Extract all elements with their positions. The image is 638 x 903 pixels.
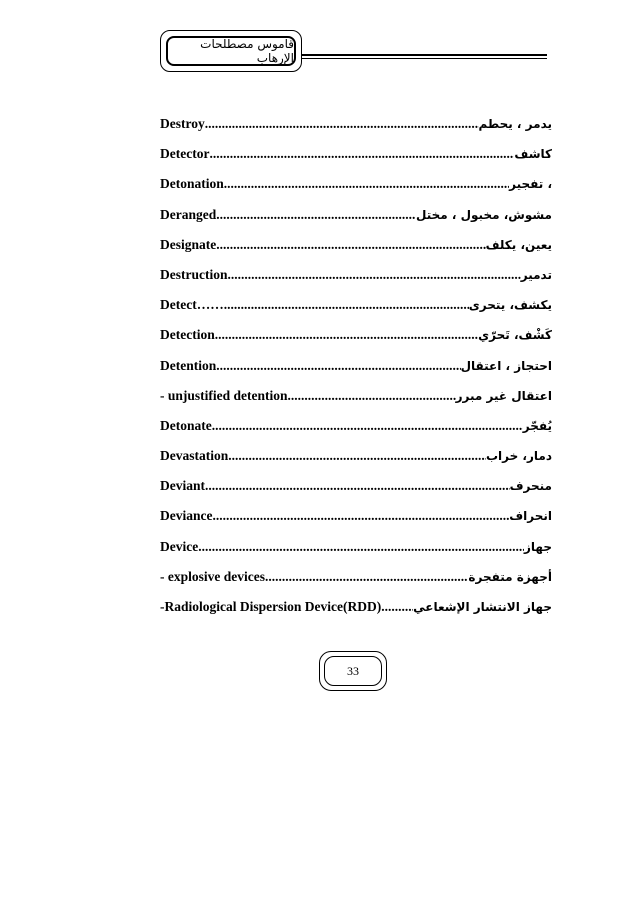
glossary-entry <box>160 327 552 357</box>
english-term: Destruction <box>160 266 228 282</box>
glossary-entry <box>160 267 552 297</box>
english-term: Device <box>160 538 199 554</box>
arabic-term: يُفجّر <box>522 418 552 433</box>
leader-dots <box>205 478 510 494</box>
english-term: -Radiological Dispersion Device(RDD) <box>160 599 382 614</box>
glossary-entry <box>160 539 552 569</box>
arabic-term: أجهزة متفجرة <box>468 569 552 584</box>
english-term: Detect…… <box>160 297 224 313</box>
arabic-term: انحراف <box>509 509 552 524</box>
leader-dots <box>215 327 478 343</box>
arabic-term: كَشْف، تَحرّي <box>478 328 552 343</box>
header-rule-thick <box>302 54 547 56</box>
leader-dots <box>216 358 460 374</box>
arabic-term: تدمير <box>520 267 552 282</box>
header-rule-thin <box>302 58 547 59</box>
glossary-entry <box>160 116 552 146</box>
english-term: Devastation <box>160 448 229 464</box>
glossary-entry <box>160 418 552 448</box>
glossary-entry <box>160 388 552 418</box>
glossary-entry <box>160 448 552 478</box>
leader-dots <box>381 599 413 615</box>
header-title: قاموس مصطلحات الإرهاب <box>166 36 296 66</box>
glossary-entry <box>160 358 552 388</box>
english-term: Deviance <box>160 508 213 524</box>
leader-dots <box>216 207 416 223</box>
arabic-term: احتجاز ، اعتقال <box>460 358 552 373</box>
glossary-entry <box>160 508 552 538</box>
leader-dots <box>198 539 524 555</box>
english-term: Deranged <box>160 206 217 222</box>
glossary-entry <box>160 207 552 237</box>
leader-dots <box>228 448 486 464</box>
glossary-entry <box>160 237 552 267</box>
arabic-term: يكشف، يتحرى <box>468 298 552 313</box>
english-term: Detector <box>160 146 210 162</box>
glossary-list <box>160 116 552 629</box>
arabic-term: دمار، خراب <box>485 449 552 464</box>
leader-dots <box>205 116 479 132</box>
english-term: Detonation <box>160 176 224 192</box>
arabic-term: مشوش، مخبول ، مختل <box>416 207 552 222</box>
page-number: 33 <box>324 656 382 686</box>
glossary-entry <box>160 599 552 629</box>
leader-dots <box>228 267 521 283</box>
leader-dots <box>265 569 468 585</box>
leader-dots <box>224 297 469 313</box>
arabic-term: ، تفجير <box>509 177 552 192</box>
arabic-term: جهاز <box>524 539 552 554</box>
english-term: Designate <box>160 236 217 252</box>
glossary-entry <box>160 176 552 206</box>
arabic-term: يدمر ، يحطم <box>478 117 552 131</box>
arabic-term: يعين، يكلف <box>485 237 552 252</box>
leader-dots <box>209 146 514 162</box>
leader-dots <box>288 388 456 404</box>
english-term: Detonate <box>160 417 212 433</box>
english-term: - unjustified detention <box>160 387 288 403</box>
arabic-term: منحرف <box>509 479 552 494</box>
english-term: Deviant <box>160 478 205 494</box>
glossary-entry <box>160 297 552 327</box>
glossary-entry <box>160 146 552 176</box>
english-term: Destroy <box>160 116 205 131</box>
arabic-term: اعتقال غير مبرر <box>455 388 552 403</box>
arabic-term: كاشف <box>514 147 552 162</box>
leader-dots <box>216 237 485 253</box>
english-term: Detention <box>160 357 217 373</box>
english-term: Detection <box>160 327 215 343</box>
leader-dots <box>224 176 509 192</box>
leader-dots <box>212 508 509 524</box>
arabic-term: جهاز الانتشار الإشعاعي <box>413 600 552 614</box>
leader-dots <box>212 418 523 434</box>
glossary-entry <box>160 569 552 599</box>
english-term: - explosive devices <box>160 568 265 584</box>
glossary-entry <box>160 478 552 508</box>
